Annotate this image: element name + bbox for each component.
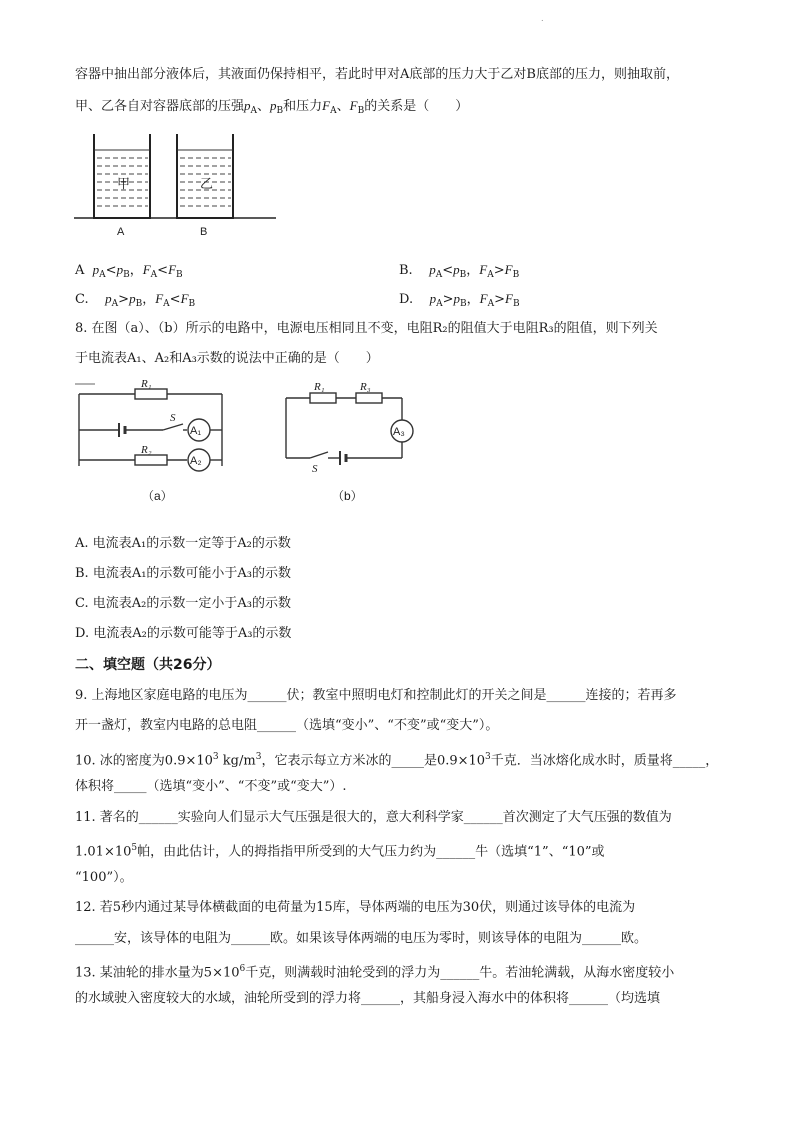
q13-exp: 6 <box>239 964 246 974</box>
q12-line2: ______安，该导体的电阻为______欧。如果该导体两端的电压为零时，则该导体的电阻为______欧。 <box>75 931 648 946</box>
q7-option-d-letter: D. <box>399 292 414 307</box>
container-figure <box>70 128 280 238</box>
q10-exp-3: 3 <box>485 752 491 762</box>
q13-line1-b: 千克，则满载时油轮受到的浮力为______牛。若油轮满载，从海水密度较小 <box>245 965 675 981</box>
label-r3: R₃ <box>360 381 371 393</box>
ammeter-a3: A₃ <box>393 426 405 438</box>
q11-line2-b: 帕，由此估计，人的拇指指甲所受到的大气压力约为______牛（选填“1”、“10”或 <box>137 844 605 860</box>
label-r1: R₁ <box>141 378 152 390</box>
section-heading: 二、填空题（共26分） <box>75 657 221 673</box>
q8-option-b: B. 电流表A₁的示数可能小于A₃的示数 <box>75 566 292 581</box>
q8-option-a: A. 电流表A₁的示数一定等于A₂的示数 <box>75 536 291 551</box>
q11-line3: “100”）。 <box>75 870 133 885</box>
q13-line1-a: 13. 某油轮的排水量为5×10 <box>75 965 240 981</box>
q10-line1-b: kg/m <box>218 753 256 769</box>
q7-line2: 甲、乙各自对容器底部的压强$p_A$、$p_B$和压力$F_A$、$F_B$的关系是（ ） <box>75 98 469 116</box>
label-container-a: A <box>117 226 125 238</box>
q11-line1: 11. 著名的______实验向人们显示大气压强是很大的，意大利科学家______首次测定了大气压强的数值为 <box>75 810 672 825</box>
q9-line2: 开一盏灯，教室内电路的总电阻______（选填“变小”、“不变”或“变大”）。 <box>75 718 499 733</box>
q13-line1 <box>75 960 674 982</box>
q12-line1: 12. 若5秒内通过某导体横截面的电荷量为15库，导体两端的电压为30伏，则通过该导体的电流为 <box>75 900 636 915</box>
q10-line1-d: 千克．当冰熔化成水时，质量将_____， <box>490 753 719 769</box>
q7-option-d: D. $p_A>p_B$，$F_A>F_B$ <box>399 291 520 309</box>
q7-option-c-letter: C. <box>75 292 89 307</box>
caption-a: （a） <box>142 489 173 503</box>
q7-option-a: A $p_A<p_B$，$F_A<F_B$ <box>75 262 183 280</box>
label-switch-a: S <box>170 412 176 424</box>
q7-option-b: B. $p_A<p_B$，$F_A>F_B$ <box>399 262 520 280</box>
q7-line1: 容器中抽出部分液体后，其液面仍保持相平，若此时甲对A底部的压力大于乙对B底部的压力，则抽取前， <box>75 67 679 82</box>
q7-option-c: C. $p_A>p_B$，$F_A<F_B$ <box>75 291 196 309</box>
q8-line1: 8. 在图（a）、（b）所示的电路中，电源电压相同且不变，电阻R₂的阻值大于电阻R₃的阻值，则下列关 <box>75 321 658 336</box>
label-switch-b: S <box>312 463 318 473</box>
circuit-b-figure <box>280 378 420 473</box>
label-r1-b: R₁ <box>314 381 325 393</box>
label-jia: 甲 <box>117 177 131 192</box>
q10-line1-c: ，它表示每立方米冰的_____是0.9×10 <box>261 753 486 769</box>
q7-option-a-letter: A <box>75 263 85 278</box>
q10-line2: 体积将_____（选填“变小”、“不变”或“变大”）. <box>75 779 347 794</box>
circuit-a-figure <box>75 378 235 473</box>
q9-line1: 9. 上海地区家庭电路的电压为______伏；教室中照明电灯和控制此灯的开关之间是______连接的；若再多 <box>75 688 677 703</box>
q8-option-c: C. 电流表A₂的示数一定小于A₃的示数 <box>75 596 291 611</box>
q10-exp-2: 3 <box>255 752 262 762</box>
q8-option-d: D. 电流表A₂的示数可能等于A₃的示数 <box>75 626 292 641</box>
q7-line2-post: 的关系是（ ） <box>364 99 469 114</box>
page-mark: . <box>541 14 544 23</box>
q11-line2 <box>75 839 605 861</box>
label-yi: 乙 <box>200 177 214 192</box>
caption-b: （b） <box>332 489 363 503</box>
label-r2: R₂ <box>141 444 152 456</box>
q7-line2-pre: 甲、乙各自对容器底部的压强 <box>75 99 245 114</box>
q7-option-b-letter: B. <box>399 263 413 278</box>
q11-line2-a: 1.01×10 <box>75 844 132 860</box>
label-container-b: B <box>200 226 208 238</box>
q13-line2: 的水域驶入密度较大的水域，油轮所受到的浮力将______，其船身浸入海水中的体积将______（均选填 <box>75 991 661 1006</box>
q10-line1 <box>75 748 718 770</box>
q10-line1-a: 10. 冰的密度为0.9×10 <box>75 753 213 769</box>
ammeter-a2: A₂ <box>190 455 202 467</box>
q8-line2: 于电流表A₁、A₂和A₃示数的说法中正确的是（ ） <box>75 351 379 366</box>
q10-exp-1: 3 <box>212 752 219 762</box>
ammeter-a1: A₁ <box>190 425 202 437</box>
q11-exp: 5 <box>131 843 138 853</box>
